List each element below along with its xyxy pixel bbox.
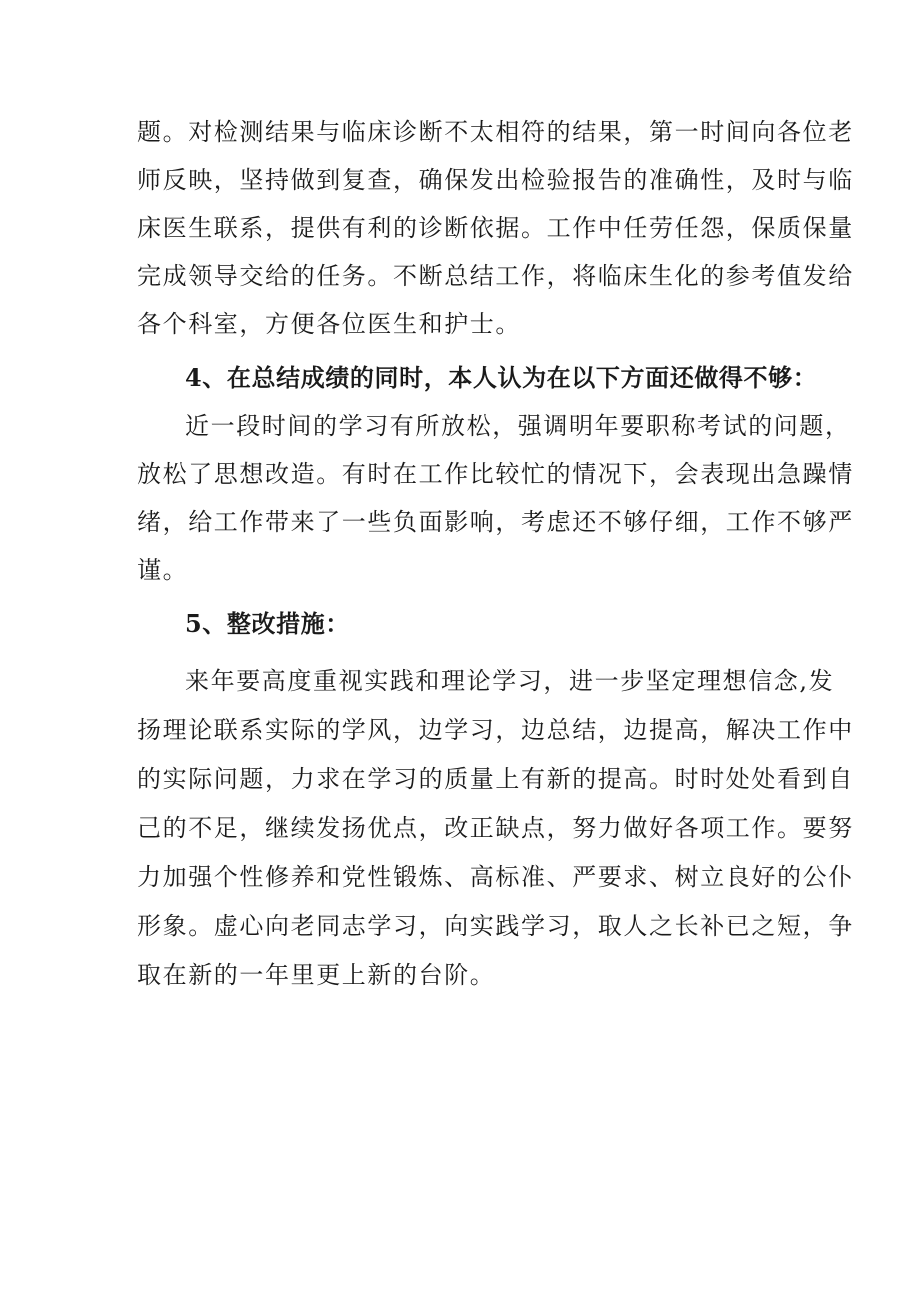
paragraph-line: 扬理论联系实际的学风，边学习，边总结，边提高，解决工作中 [137, 716, 854, 744]
paragraph-line: 的实际问题，力求在学习的质量上有新的提高。时时处处看到自 [137, 765, 854, 793]
section-heading-5: 5、整改措施： [185, 609, 350, 638]
paragraph-line: 取在新的一年里更上新的台阶。 [137, 961, 496, 989]
section-heading-4: 4、在总结成绩的同时，本人认为在以下方面还做得不够： [185, 363, 818, 392]
paragraph-line: 力加强个性修养和党性锻炼、高标准、严要求、树立良好的公仆 [137, 863, 854, 891]
paragraph-line: 题。对检测结果与临床诊断不太相符的结果，第一时间向各位老 [137, 118, 854, 146]
paragraph-line: 近一段时间的学习有所放松，强调明年要职称考试的问题， [185, 412, 851, 440]
paragraph-line: 形象。虚心向老同志学习，向实践学习，取人之长补已之短，争 [137, 912, 854, 940]
paragraph-line: 师反映，坚持做到复查，确保发出检验报告的准确性，及时与临 [137, 166, 854, 194]
paragraph-line: 放松了思想改造。有时在工作比较忙的情况下，会表现出急躁情 [137, 460, 854, 488]
paragraph-line: 来年要高度重视实践和理论学习，进一步坚定理想信念,发 [185, 667, 835, 695]
paragraph-line: 谨。 [137, 556, 189, 584]
paragraph-line: 己的不足，继续发扬优点，改正缺点，努力做好各项工作。要努 [137, 814, 854, 842]
paragraph-line: 床医生联系，提供有利的诊断依据。工作中任劳任怨，保质保量 [137, 214, 854, 242]
paragraph-line: 完成领导交给的任务。不断总结工作，将临床生化的参考值发给 [137, 262, 854, 290]
paragraph-line: 绪，给工作带来了一些负面影响，考虑还不够仔细，工作不够严 [137, 508, 854, 536]
paragraph-line: 各个科室，方便各位医生和护士。 [137, 310, 521, 338]
